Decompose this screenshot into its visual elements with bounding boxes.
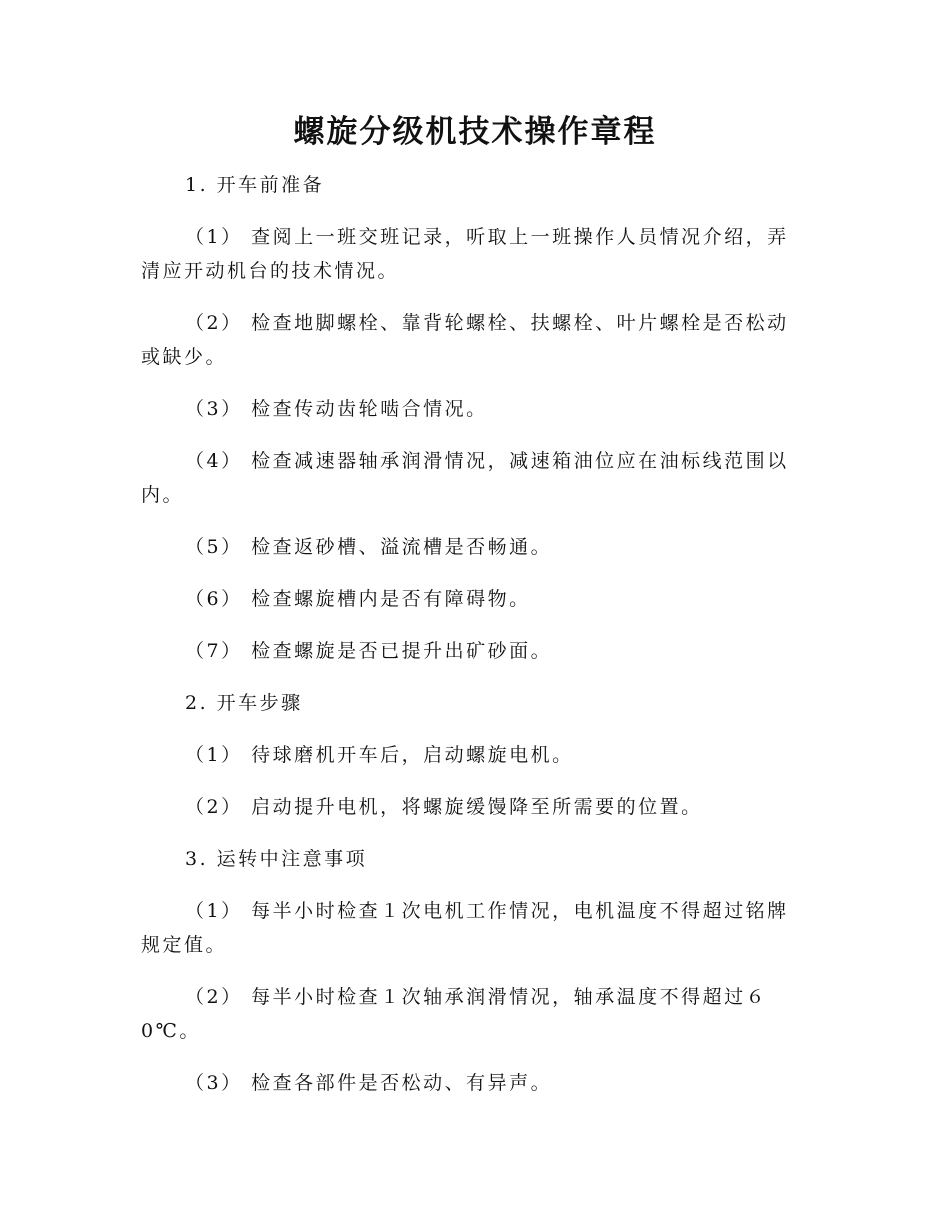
paragraph: （2） 每半小时检查１次轴承润滑情况，轴承温度不得超过６0℃。	[141, 986, 768, 1042]
paragraph: （2） 检查地脚螺栓、靠背轮螺栓、扶螺栓、叶片螺栓是否松动或缺少。	[141, 312, 789, 368]
paragraph: （4） 检查减速器轴承润滑情况，减速箱油位应在油标线范围以内。	[141, 450, 789, 506]
paragraph: （5） 检查返砂槽、溢流槽是否畅通。	[185, 536, 553, 558]
paragraph: （7） 检查螺旋是否已提升出矿砂面。	[185, 640, 553, 662]
document-body	[141, 168, 809, 1118]
paragraph: （1） 查阅上一班交班记录，听取上一班操作人员情况介绍，弄清应开动机台的技术情况。	[141, 226, 789, 282]
paragraph: （2） 启动提升电机，将螺旋缓馒降至所需要的位置。	[185, 796, 703, 818]
paragraph: （3） 检查传动齿轮啮合情况。	[185, 398, 488, 420]
paragraph: （6） 检查螺旋槽内是否有障碍物。	[185, 588, 531, 610]
paragraph: （1） 待球磨机开车后，启动螺旋电机。	[185, 744, 574, 766]
document-title: 螺旋分级机技术操作章程	[293, 114, 657, 150]
paragraph: （1） 每半小时检查１次电机工作情况，电机温度不得超过铭牌规定值。	[141, 900, 789, 956]
section-heading: 1. 开车前准备	[185, 174, 325, 196]
section-heading: 3. 运转中注意事项	[185, 848, 368, 870]
section-heading: 2. 开车步骤	[185, 692, 303, 714]
paragraph: （3） 检查各部件是否松动、有异声。	[185, 1072, 553, 1094]
